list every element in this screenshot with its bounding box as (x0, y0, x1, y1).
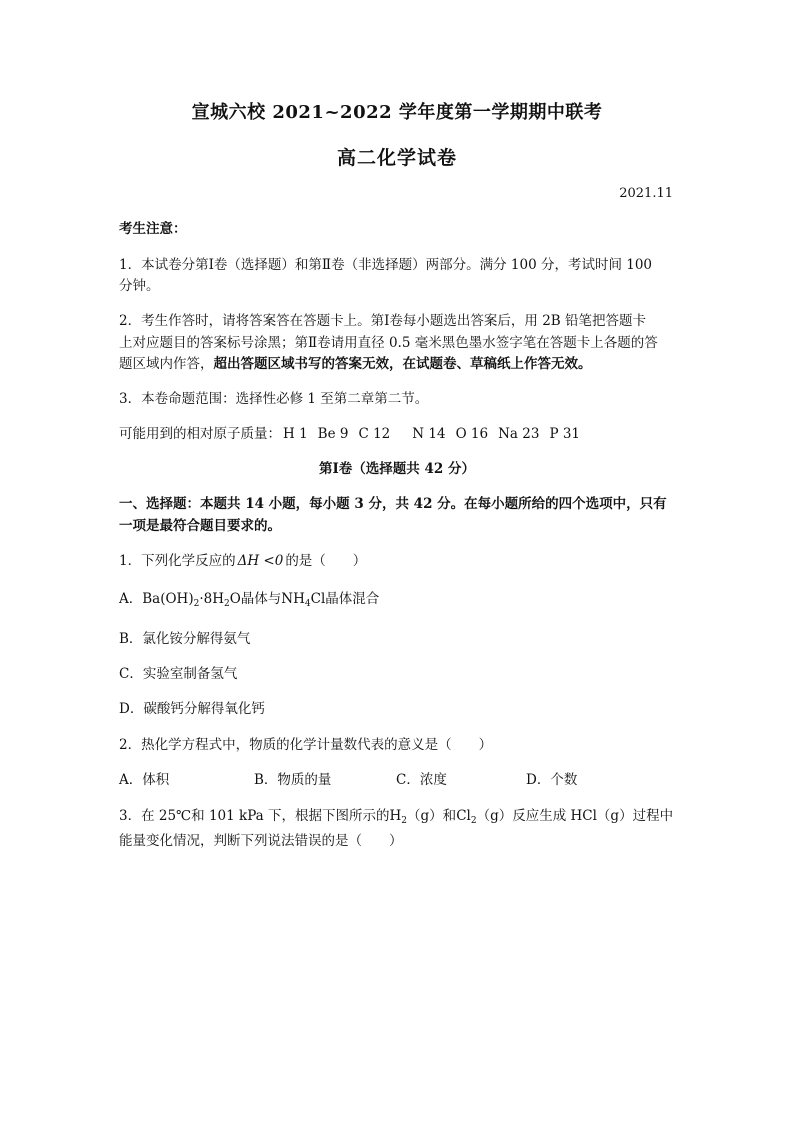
formula-part: Cl (310, 591, 326, 607)
question-1-stem-end: 的是（ ） (285, 553, 367, 569)
notice-item-2-line-2: 上对应题目的答案标号涂黑；第Ⅱ卷请用直径 0.5 毫米黑色墨水签字笔在答题卡上各题的答 (119, 335, 658, 351)
formula-subscript: 2 (470, 816, 477, 826)
option-a-text: 晶体与 (240, 591, 282, 607)
formula-part: Ba(OH) (142, 591, 194, 607)
mass-p: P 31 (549, 426, 581, 442)
notice-heading: 考生注意： (119, 221, 187, 237)
mass-c: C 12 (358, 426, 391, 442)
section-1-heading: 第Ⅰ卷（选择题共 42 分） (318, 461, 475, 477)
mass-n: N 14 (412, 426, 446, 442)
formula-subscript: 2 (401, 816, 408, 826)
option-a-text-end: 晶体混合 (325, 591, 380, 607)
formula-part: Cl (456, 808, 471, 824)
formula-subscript: 2 (223, 599, 230, 609)
notice-item-2-warning: 超出答题区域书写的答案无效，在试题卷、草稿纸上作答无效。 (213, 356, 592, 372)
question-3-text-b: （g）和 (407, 808, 457, 824)
question-2-option-b: B．物质的量 (254, 772, 332, 788)
question-1-option-b: B．氯化铵分解得氨气 (119, 631, 251, 647)
atomic-masses-label: 可能用到的相对原子质量： (119, 426, 281, 442)
question-2-option-d: D．个数 (526, 772, 578, 788)
section-1-instruction-line-2: 一项是最符合题目要求的。 (119, 518, 281, 534)
formula-part: O (229, 591, 241, 607)
question-1-option-a (119, 587, 379, 611)
atomic-masses (119, 422, 590, 446)
formula-subscript: 4 (304, 599, 311, 609)
formula-cl2 (456, 808, 476, 824)
mass-o: O 16 (455, 426, 489, 442)
question-3-stem-line-2: 能量变化情况，判断下列说法错误的是（ ） (119, 833, 403, 849)
notice-item-1-line-1: 1．本试卷分第Ⅰ卷（选择题）和第Ⅱ卷（非选择题）两部分。满分 100 分，考试时间 100 (119, 257, 653, 273)
formula-part: NH (281, 591, 305, 607)
notice-item-1-line-2: 分钟。 (119, 278, 160, 294)
section-1-instruction-line-1: 一、选择题：本题共 14 小题，每小题 3 分，共 42 分。在每小题所给的四个选项中，只有 (119, 496, 667, 512)
mass-h: H 1 (283, 426, 308, 442)
question-1-delta-h: ΔH <0 (237, 553, 284, 569)
option-a-formula-nh4cl (281, 591, 325, 607)
exam-title: 宣城六校 2021~2022 学年度第一学期期中联考 (191, 102, 603, 123)
formula-subscript: 2 (193, 599, 200, 609)
question-1-stem-text: 1．下列化学反应的 (119, 553, 236, 569)
question-2-stem: 2．热化学方程式中，物质的化学计量数代表的意义是（ ） (119, 737, 493, 753)
question-2-option-a: A．体积 (119, 772, 170, 788)
question-1-option-c: C．实验室制备氢气 (119, 666, 238, 682)
question-2-options (119, 768, 679, 792)
notice-item-2-normal: 题区域内作答， (119, 356, 214, 372)
exam-date: 2021.11 (619, 186, 673, 201)
question-3-text-a: 3．在 25℃和 101 kPa 下，根据下图所示的 (119, 808, 390, 824)
exam-subtitle: 高二化学试卷 (336, 147, 457, 169)
option-a-formula-baoh2 (142, 591, 241, 607)
notice-item-2-line-3 (119, 352, 592, 376)
mass-na: Na 23 (498, 426, 540, 442)
formula-h2 (390, 808, 408, 824)
option-a-label: A． (119, 591, 143, 607)
question-3-stem-line-1 (119, 804, 673, 828)
mass-be: Be 9 (317, 426, 349, 442)
question-2-option-c: C．浓度 (396, 772, 447, 788)
question-3-text-c: （g）反应生成 HCl（g）过程中 (476, 808, 674, 824)
formula-part: ·8H (199, 591, 224, 607)
notice-item-3: 3．本卷命题范围：选择性必修 1 至第二章第二节。 (119, 391, 429, 407)
question-1-option-d: D．碳酸钙分解得氧化钙 (119, 701, 265, 717)
question-1-stem (119, 549, 366, 573)
notice-item-2-line-1: 2．考生作答时，请将答案答在答题卡上。第Ⅰ卷每小题选出答案后，用 2B 铅笔把答题卡 (119, 313, 647, 329)
formula-part: H (389, 808, 402, 824)
